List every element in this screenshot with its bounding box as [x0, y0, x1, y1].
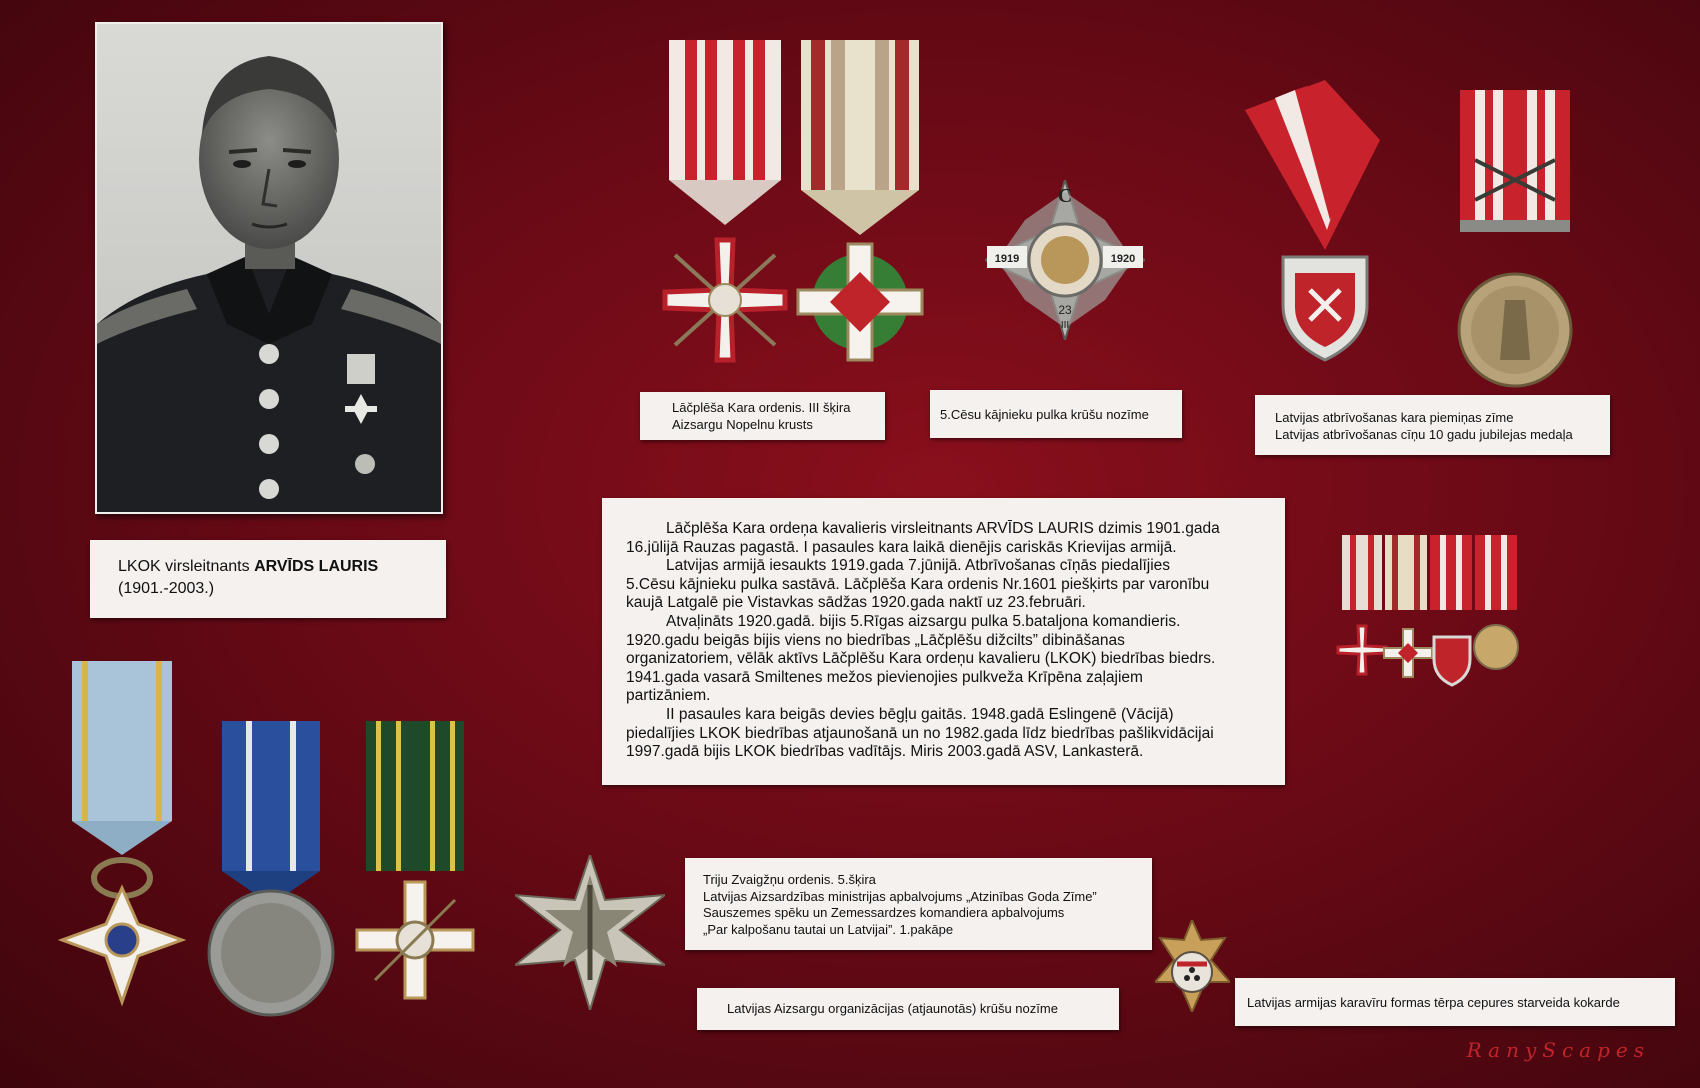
label-bottom-right: [1235, 978, 1675, 1026]
jubilee-ribbon: [1460, 90, 1570, 232]
watermark: RanyScapes: [1466, 1038, 1650, 1062]
bio-line: kaujā Latgalē pie Vistavkas sādžas 1920.gada naktī uz 23.februāri.: [626, 594, 1086, 612]
label-line: Latvijas armijas karavīru formas tērpa cepures starveida kokarde: [1247, 995, 1620, 1010]
badge-letter: C: [1057, 185, 1073, 207]
mini-shield-badge: [1434, 637, 1470, 685]
three-stars-order: [62, 860, 182, 1002]
bio-line: Lāčplēša Kara ordeņa kavalieris virsleitnants ARVĪDS LAURIS dzimis 1901.gada: [666, 520, 1220, 537]
bio-line: 1941.gada vasarā Smiltenes mežos pievienojies pulkveža Krīpēna zaļajiem: [626, 668, 1143, 686]
label-line: Latvijas atbrīvošanas cīņu 10 gadu jubilejas medaļa: [1275, 427, 1573, 442]
bio-line: II pasaules kara beigās devies bēgļu gaitās. 1948.gadā Eslingenē (Vācijā): [666, 705, 1174, 723]
caption-prefix: LKOK virsleitnants: [118, 558, 250, 575]
mini-jubilee-medal: [1474, 625, 1518, 669]
portrait-figure: [97, 24, 441, 512]
label-top-left: [640, 392, 885, 440]
label-line: Latvijas atbrīvošanas kara piemiņas zīme: [1275, 410, 1514, 425]
label-line: 5.Cēsu kājnieku pulka krūšu nozīme: [940, 407, 1149, 422]
label-line: Aizsargu Nopelnu krusts: [672, 417, 813, 432]
mini-aizsargu-cross: [1384, 629, 1432, 677]
bio-line: partizāniem.: [626, 687, 711, 705]
aizsargi-star-badge: [515, 855, 665, 1010]
bio-line: 16.jūlijā Rauzas pagastā. I pasaules kara laikā dienējis cariskās Krievijas armijā.: [626, 538, 1177, 556]
caption-line: [118, 556, 446, 578]
cesu-regiment-badge: [985, 180, 1145, 340]
goda-zime-ribbon: [222, 721, 320, 905]
bio-line: piedalījies LKOK biedrības atjaunošanā un no 1982.gada līdz biedrības pašlikvidācijai: [626, 724, 1214, 742]
portrait-caption: [90, 540, 446, 618]
cap-cockade: [1155, 920, 1230, 1012]
bio-line: 1997.gadā bijis LKOK biedrības vadītājs. Miris 2003.gadā ASV, Lankasterā.: [626, 743, 1144, 761]
label-bottom-middle: [685, 858, 1152, 950]
liberation-war-ribbon: [1245, 80, 1380, 250]
zemessardze-ribbon: [366, 721, 464, 871]
label-line: Latvijas Aizsardzības ministrijas apbalvojums „Atzinības Goda Zīme”: [703, 888, 1097, 904]
bio-line: Atvaļināts 1920.gadā. bijis 5.Rīgas aizsargu pulka 5.bataljona komandieris.: [666, 612, 1181, 630]
zemessardze-cross: [357, 882, 473, 998]
badge-year-left: 1919: [994, 253, 1020, 265]
label-top-middle: [930, 390, 1182, 438]
bio-line: organizatoriem, vēlāk aktīvs Lāčplēšu Kara ordeņu kavalieru (LKOK) biedrības biedrs.: [626, 650, 1216, 668]
label-line: Latvijas Aizsargu organizācijas (atjaunotās) krūšu nozīme: [727, 1001, 1058, 1016]
bio-line: Latvijas armijā iesaukts 1919.gada 7.jūnijā. Atbrīvošanas cīņās piedalījies: [666, 557, 1171, 575]
label-bottom-aizsargi: [697, 988, 1119, 1030]
badge-number: 23: [1058, 303, 1072, 317]
bio-line: 1920.gadu beigās bijis viens no biedrības „Lāčplēšu dižcilts” dibināšanas: [626, 631, 1125, 649]
top-left-medals: [655, 40, 935, 380]
three-stars-ribbon: [72, 661, 172, 855]
goda-zime-medal: [209, 891, 333, 1015]
biography-panel: [602, 498, 1285, 785]
bottom-left-medals: [50, 655, 500, 1025]
portrait-photo: [95, 22, 443, 514]
badge-year-right: 1920: [1110, 253, 1136, 265]
badge-roman: III: [1060, 320, 1070, 331]
aizsargu-ribbon: [801, 40, 919, 235]
label-top-right: [1255, 395, 1610, 455]
label-line: Sauszemes spēku un Zemessardzes komandiera apbalvojums: [703, 905, 1065, 920]
liberation-war-badge: [1283, 257, 1367, 360]
top-right-medals: [1235, 80, 1580, 390]
jubilee-medal: [1459, 274, 1571, 386]
miniature-medals: [1330, 535, 1545, 695]
lacplesa-ribbon: [669, 40, 781, 225]
caption-years: (1901.-2003.): [118, 580, 215, 597]
bio-line: 5.Cēsu kājnieku pulka sastāvā. Lāčplēša Kara ordenis Nr.1601 piešķirts par varonību: [626, 575, 1210, 593]
lacplesa-cross: [665, 240, 785, 360]
mini-lacplesa-cross: [1338, 626, 1386, 674]
label-line: Triju Zvaigžņu ordenis. 5.šķira: [703, 872, 876, 887]
label-line: Lāčplēša Kara ordenis. III šķira: [672, 400, 851, 415]
label-line: „Par kalpošanu tautai un Latvijai”. 1.pakāpe: [703, 921, 954, 937]
aizsargu-cross: [798, 244, 922, 360]
caption-name: ARVĪDS LAURIS: [254, 558, 379, 575]
